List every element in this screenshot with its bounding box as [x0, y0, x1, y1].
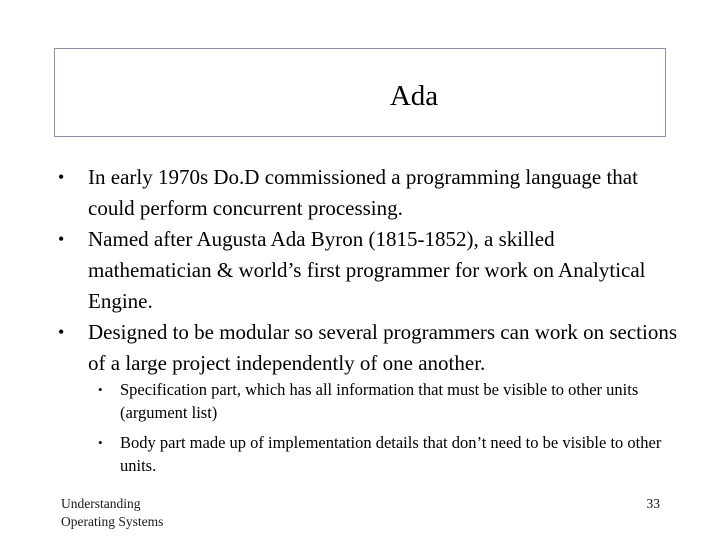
bullet-item	[58, 162, 678, 224]
bullet-text: In early 1970s Do.D commissioned a programming language that could perform concurrent processing.	[88, 165, 638, 220]
bullet-list	[58, 162, 678, 379]
footer-line-1: Understanding	[61, 496, 141, 511]
page-number: 33	[646, 496, 660, 511]
sub-bullet-list	[98, 378, 668, 484]
bullet-item	[58, 317, 678, 379]
bullet-marker: •	[58, 322, 65, 342]
bullet-text: Designed to be modular so several programmers can work on sections of a large project independently of one another.	[88, 320, 678, 375]
bullet-item	[58, 224, 678, 317]
bullet-text: Named after Augusta Ada Byron (1815-1852), a skilled mathematician & world’s first programmer for work on Analytical Engine.	[88, 227, 646, 313]
title-box	[54, 48, 666, 137]
sub-bullet-text: Specification part, which has all information that must be visible to other units (argument list)	[120, 380, 639, 422]
footer-line-2: Operating Systems	[61, 514, 164, 529]
sub-bullet-marker: •	[98, 435, 103, 450]
sub-bullet-item	[98, 378, 668, 424]
sub-bullet-text: Body part made up of implementation details that don’t need to be visible to other units.	[120, 433, 662, 475]
sub-bullet-item	[98, 431, 668, 477]
bullet-marker: •	[58, 167, 65, 187]
slide-title: Ada	[389, 80, 439, 112]
footer-source	[61, 495, 163, 531]
sub-bullet-marker: •	[98, 382, 103, 397]
bullet-marker: •	[58, 229, 65, 249]
